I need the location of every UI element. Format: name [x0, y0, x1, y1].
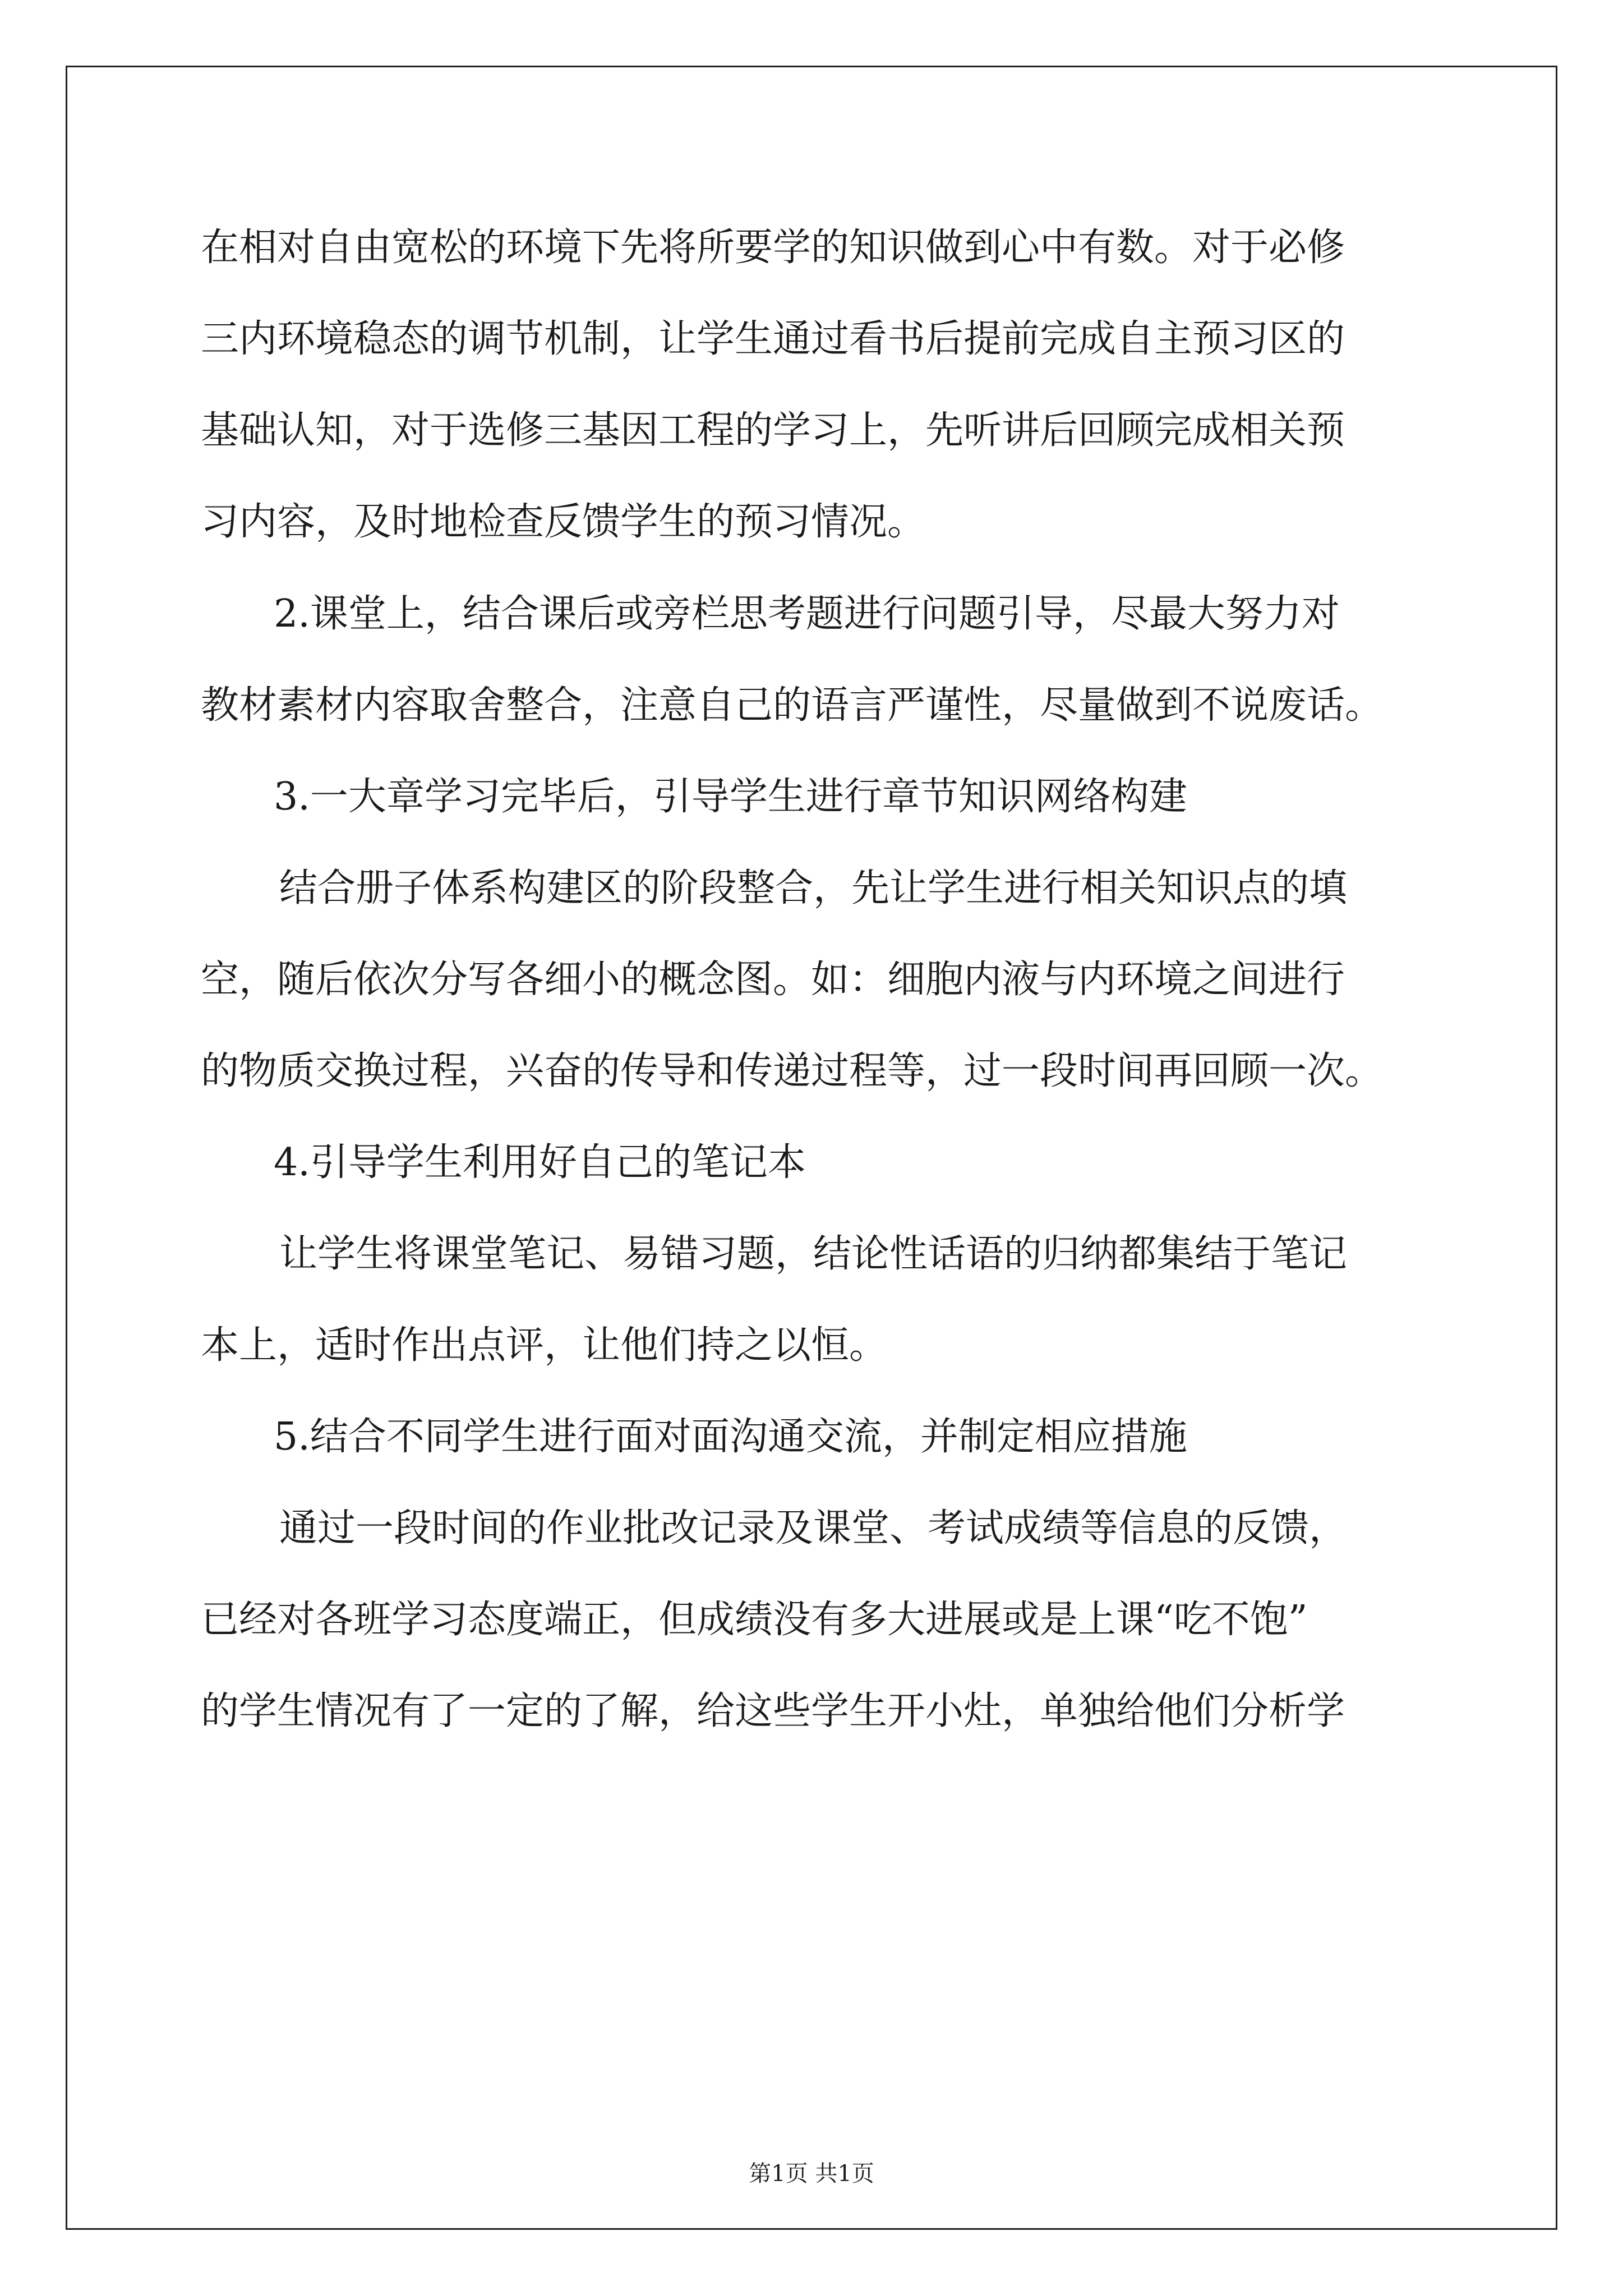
- body-line: 已经对各班学习态度端正，但成绩没有多大进展或是上课“吃不饱”: [201, 1598, 1308, 1642]
- body-line: 5.结合不同学生进行面对面沟通交流，并制定相应措施: [274, 1415, 1187, 1459]
- body-line: 习内容，及时地检查反馈学生的预习情况。: [201, 500, 926, 544]
- body-line: 结合册子体系构建区的阶段整合，先让学生进行相关知识点的填: [279, 866, 1348, 910]
- body-line: 4.引导学生利用好自己的笔记本: [274, 1140, 806, 1185]
- body-line: 在相对自由宽松的环境下先将所要学的知识做到心中有数。对于必修: [201, 226, 1345, 270]
- body-line: 空，随后依次分写各细小的概念图。如：细胞内液与内环境之间进行: [201, 958, 1345, 1002]
- body-line: 三内环境稳态的调节机制，让学生通过看书后提前完成自主预习区的: [201, 317, 1345, 361]
- page-footer: 第1页 共1页: [749, 2161, 874, 2187]
- body-line: 本上，适时作出点评，让他们持之以恒。: [201, 1323, 888, 1368]
- body-line: 基础认知，对于选修三基因工程的学习上，先听讲后回顾完成相关预: [201, 408, 1345, 453]
- body-line: 让学生将课堂笔记、易错习题，结论性话语的归纳都集结于笔记: [279, 1232, 1348, 1276]
- body-line: 的物质交换过程，兴奋的传导和传递过程等，过一段时间再回顾一次。: [201, 1049, 1384, 1093]
- body-line: 的学生情况有了一定的了解，给这些学生开小灶，单独给他们分析学: [201, 1689, 1345, 1733]
- body-line: 3.一大章学习完毕后，引导学生进行章节知识网络构建: [274, 775, 1187, 819]
- body-line: 2.课堂上，结合课后或旁栏思考题进行问题引导，尽最大努力对: [274, 592, 1340, 636]
- body-line: 教材素材内容取舍整合，注意自己的语言严谨性，尽量做到不说废话。: [201, 683, 1384, 728]
- body-line: 通过一段时间的作业批改记录及课堂、考试成绩等信息的反馈，: [279, 1506, 1348, 1550]
